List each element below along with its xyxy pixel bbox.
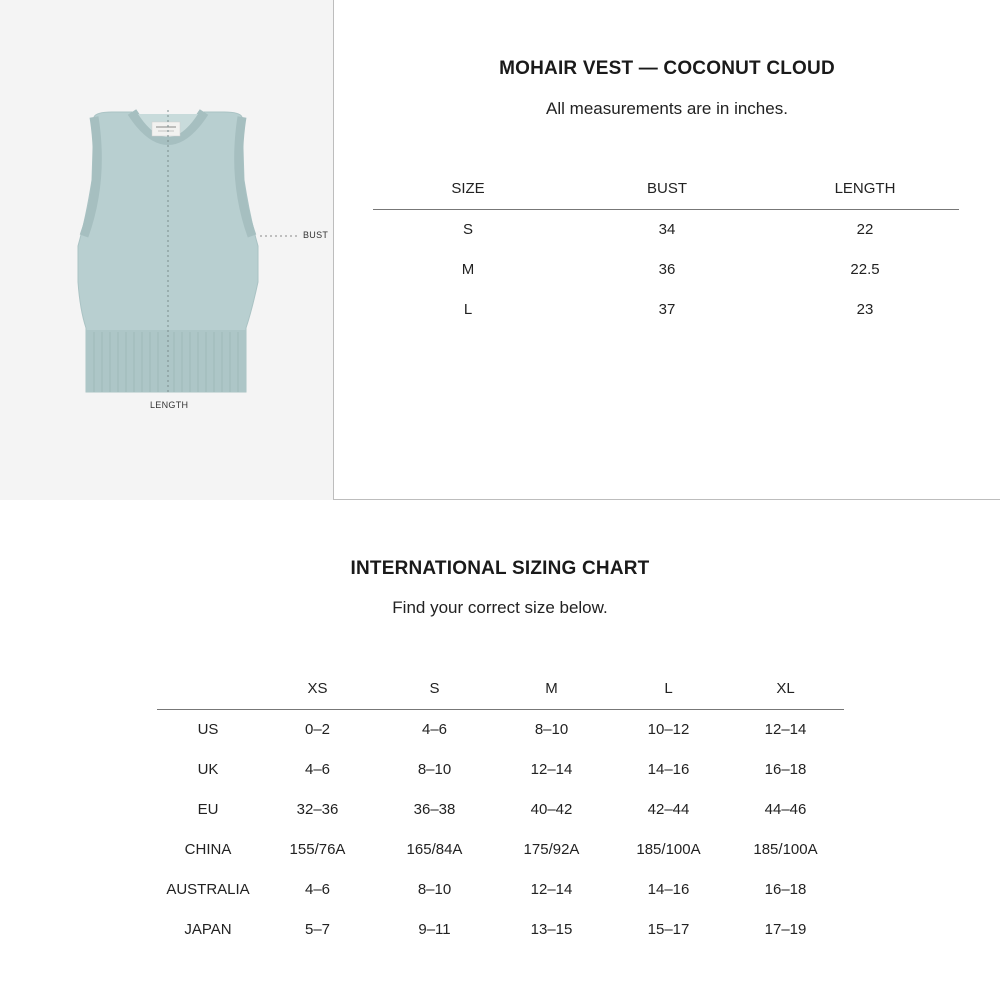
cell-xl: 16–18 (764, 760, 807, 778)
cell-xl: 12–14 (764, 720, 807, 738)
cell-xs: 4–6 (304, 760, 331, 778)
table-header-row (373, 169, 959, 209)
header-bust: BUST (563, 169, 771, 209)
header-xl: XL (727, 669, 844, 709)
cell-xs: 32–36 (296, 800, 339, 818)
header-m: M (493, 669, 610, 709)
cell-s: 8–10 (417, 880, 452, 898)
table-row (157, 709, 844, 749)
cell-l: 14–16 (647, 880, 690, 898)
cell-xl: 16–18 (764, 880, 807, 898)
table-row (373, 289, 959, 329)
measurement-note: All measurements are in inches. (546, 99, 788, 118)
cell-xl: 185/100A (753, 840, 818, 858)
cell-s: 165/84A (406, 840, 463, 858)
cell-l: 185/100A (636, 840, 701, 858)
cell-length: 22 (856, 220, 874, 238)
cell-s: 4–6 (421, 720, 448, 738)
table-row (157, 749, 844, 789)
product-image-panel (0, 0, 334, 500)
cell-xs: 0–2 (304, 720, 331, 738)
cell-m: 12–14 (530, 880, 573, 898)
cell-bust: 34 (658, 220, 676, 238)
international-subtitle: Find your correct size below. (392, 598, 608, 617)
table-row (373, 209, 959, 249)
cell-m: 40–42 (530, 800, 573, 818)
cell-l: 15–17 (647, 920, 690, 938)
header-l: L (610, 669, 727, 709)
brand-tag (152, 122, 180, 136)
cell-s: 8–10 (417, 760, 452, 778)
cell-size: M (461, 260, 475, 278)
header-xs: XS (259, 669, 376, 709)
table-row (157, 909, 844, 949)
cell-region: AUSTRALIA (166, 880, 250, 898)
cell-l: 10–12 (647, 720, 690, 738)
cell-xs: 155/76A (289, 840, 346, 858)
cell-m: 13–15 (530, 920, 573, 938)
cell-m: 175/92A (523, 840, 580, 858)
cell-region: EU (197, 800, 219, 818)
header-size: SIZE (373, 169, 563, 209)
cell-xl: 44–46 (764, 800, 807, 818)
cell-length: 22.5 (850, 260, 880, 278)
international-title: INTERNATIONAL SIZING CHART (350, 558, 650, 579)
cell-l: 42–44 (647, 800, 690, 818)
header-s: S (376, 669, 493, 709)
product-title: MOHAIR VEST — COCONUT CLOUD (499, 58, 835, 79)
cell-size: S (462, 220, 473, 238)
cell-length: 23 (856, 300, 874, 318)
table-row (157, 829, 844, 869)
cell-m: 12–14 (530, 760, 573, 778)
cell-m: 8–10 (534, 720, 569, 738)
international-sizing-table (157, 669, 844, 949)
measurement-table (373, 169, 959, 329)
table-row (157, 789, 844, 829)
cell-bust: 37 (658, 300, 676, 318)
table-header-row (157, 669, 844, 709)
cell-xs: 5–7 (304, 920, 331, 938)
cell-region: US (197, 720, 219, 738)
cell-xl: 17–19 (764, 920, 807, 938)
table-row (157, 869, 844, 909)
vest-illustration (0, 0, 334, 500)
cell-size: L (463, 300, 473, 318)
length-annotation: LENGTH (150, 400, 189, 410)
cell-region: CHINA (184, 840, 232, 858)
cell-bust: 36 (658, 260, 676, 278)
cell-s: 36–38 (413, 800, 456, 818)
header-region (157, 669, 259, 709)
cell-xs: 4–6 (304, 880, 331, 898)
table-row (373, 249, 959, 289)
cell-l: 14–16 (647, 760, 690, 778)
cell-s: 9–11 (418, 920, 451, 938)
cell-region: UK (197, 760, 219, 778)
cell-region: JAPAN (184, 920, 232, 938)
header-length: LENGTH (771, 169, 959, 209)
bust-annotation: BUST (303, 230, 329, 240)
